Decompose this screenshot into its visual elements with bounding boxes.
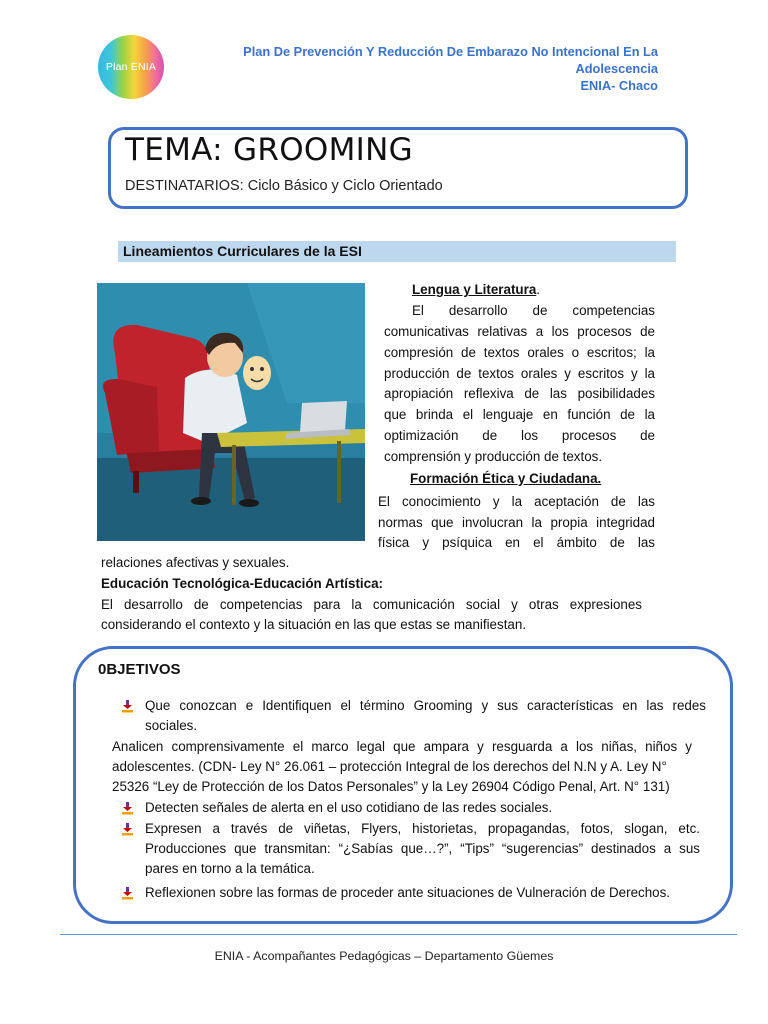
etica-line-3: física y psíquica en el ámbito de las — [378, 535, 655, 550]
objetivo-1-line-1: Que conozcan e Identifiquen el término Grooming y sus características en las redes — [145, 698, 706, 713]
header-line-2: Adolescencia — [575, 61, 658, 76]
etica-line-1: El conocimiento y la aceptación de las — [378, 494, 655, 509]
plan-enia-logo — [98, 35, 164, 99]
destinatarios: DESTINATARIOS: Ciclo Básico y Ciclo Orientado — [125, 178, 443, 194]
objetivo-2: Detecten señales de alerta en el uso cotidiano de las redes sociales. — [145, 800, 553, 815]
logo-text: Plan ENIA — [105, 61, 157, 73]
tecnologica-heading: Educación Tecnológica-Educación Artística: — [101, 576, 384, 591]
arrow-bullet-icon — [121, 822, 135, 836]
objetivos-title: 0BJETIVOS — [98, 661, 181, 678]
tema-title: TEMA: GROOMING — [125, 132, 413, 168]
objetivo-3-line-1: Expresen a través de viñetas, Flyers, historietas, propagandas, fotos, slogan, etc. — [145, 821, 700, 836]
objetivo-para-line-3: 25326 “Ley de Protección de los Datos Personales” y la Ley 26904 Código Penal, Art. N° 131) — [112, 779, 670, 794]
tecnologica-last-line: considerando el contexto y la situación en las que estas se manifiestan. — [101, 617, 527, 632]
lengua-heading: Lengua y Literatura — [412, 282, 537, 297]
tema-box — [108, 127, 688, 209]
objetivo-3-line-3: pares en torno a la temática. — [145, 861, 315, 876]
objetivo-4: Reflexionen sobre las formas de proceder ante situaciones de Vulneración de Derechos. — [145, 885, 671, 900]
grooming-illustration — [97, 283, 365, 541]
lengua-line-1: El desarrollo de competencias — [412, 303, 655, 318]
lengua-line-7: optimización de los procesos de — [384, 428, 655, 443]
page-footer: ENIA - Acompañantes Pedagógicas – Departamento Güemes — [214, 949, 554, 963]
document-header — [178, 43, 658, 94]
arrow-bullet-icon — [121, 886, 135, 900]
tecnologica-line-1: El desarrollo de competencias para la comunicación social y otras expresiones — [101, 597, 642, 612]
arrow-bullet-icon — [121, 801, 135, 815]
lengua-line-6: que brinda el lenguaje en función de la — [384, 407, 655, 422]
etica-last-line: relaciones afectivas y sexuales. — [101, 555, 290, 570]
lengua-line-5: apropiación reflexiva de las posibilidades — [384, 386, 655, 401]
lengua-line-8: comprensión y producción de textos. — [384, 449, 603, 464]
arrow-bullet-icon — [121, 699, 135, 713]
objetivo-3-line-2: Producciones que transmitan: “¿Sabías que…?”, “Tips” “sugerencias” destinados a sus — [145, 841, 700, 856]
lengua-heading-suffix: . — [536, 282, 540, 297]
header-line-3: ENIA- Chaco — [580, 78, 658, 93]
objetivo-para-line-1: Analicen comprensivamente el marco legal que ampara y resguarda a los niñas, niños y — [112, 739, 692, 754]
header-line-1: Plan De Prevención Y Reducción De Embarazo No Intencional En La — [243, 44, 658, 59]
etica-heading: Formación Ética y Ciudadana. — [410, 471, 602, 486]
section-band — [118, 241, 676, 262]
objetivo-para-line-2: adolescentes. (CDN- Ley N° 26.061 – protección Integral de los derechos del N.N y A. Ley N° — [112, 759, 667, 774]
lengua-line-3: compresión de textos orales o escritos; la — [384, 345, 655, 360]
section-band-title: Lineamientos Curriculares de la ESI — [123, 243, 362, 259]
lengua-line-2: comunicativas relativas a los procesos de — [384, 324, 655, 339]
lengua-heading-line — [412, 280, 540, 301]
lengua-line-4: producción de textos orales y escritos y la — [384, 366, 655, 381]
objetivo-1-line-2: sociales. — [145, 718, 198, 733]
etica-line-2: normas que involucran la propia integridad — [378, 515, 655, 530]
footer-divider — [60, 934, 737, 935]
